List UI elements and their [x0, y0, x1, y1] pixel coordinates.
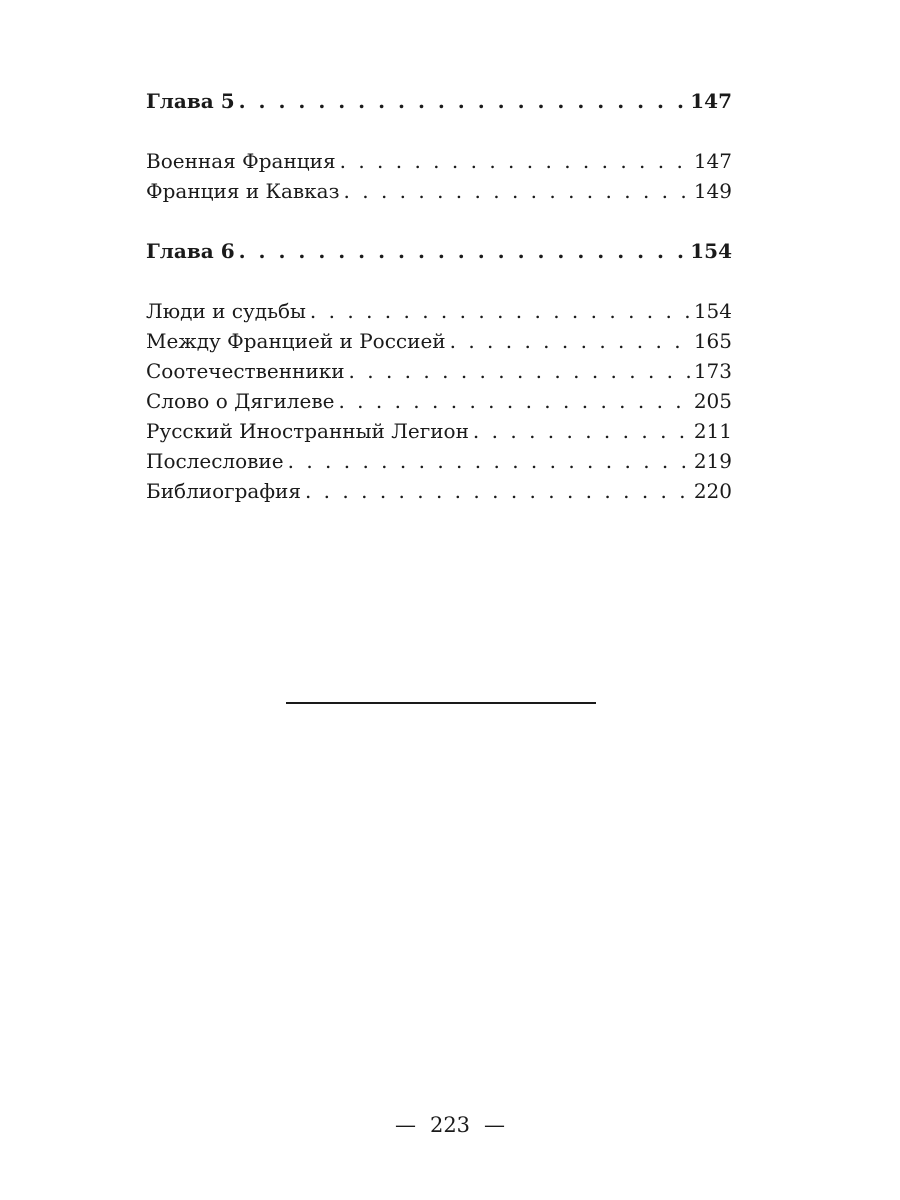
toc-entry-title: Франция и Кавказ [146, 179, 340, 203]
toc-entry [146, 476, 732, 506]
toc-leader-dots [239, 236, 687, 266]
toc-entry-title: Послесловие [146, 449, 284, 473]
page-footer [0, 1110, 900, 1140]
toc-entry-title: Люди и судьбы [146, 299, 306, 323]
footer-dash-right: — [484, 1113, 506, 1137]
toc-entry [146, 356, 732, 386]
toc-entry-page: 220 [693, 479, 732, 503]
toc-leader-dots [310, 296, 690, 326]
horizontal-divider [286, 702, 596, 704]
toc-entry-title: Библиография [146, 479, 301, 503]
toc-entry [146, 446, 732, 476]
toc-entry-page: 211 [693, 419, 732, 443]
toc-entry-page: 173 [693, 359, 732, 383]
toc-leader-dots [305, 476, 690, 506]
toc-chapter-title: Глава 6 [146, 239, 235, 263]
toc-leader-dots [338, 386, 689, 416]
toc-leader-dots [473, 416, 690, 446]
toc-spacer [146, 116, 732, 146]
toc-entry-page: 149 [693, 179, 732, 203]
toc-entry-page: 147 [693, 149, 732, 173]
toc-entry-title: Соотечественники [146, 359, 345, 383]
table-of-contents [146, 86, 732, 506]
page-number: 223 [429, 1113, 471, 1137]
toc-entry-page: 154 [693, 299, 732, 323]
toc-entry [146, 416, 732, 446]
toc-chapter-6 [146, 236, 732, 266]
toc-leader-dots [288, 446, 690, 476]
toc-entry-title: Слово о Дягилеве [146, 389, 335, 413]
footer-dash-left: — [394, 1113, 416, 1137]
toc-leader-dots [340, 146, 690, 176]
toc-entry [146, 296, 732, 326]
toc-chapter-title: Глава 5 [146, 89, 235, 113]
toc-leader-dots [450, 326, 690, 356]
toc-entry [146, 386, 732, 416]
toc-entry [146, 326, 732, 356]
toc-entry-title: Между Францией и Россией [146, 329, 446, 353]
toc-entry-page: 165 [693, 329, 732, 353]
toc-leader-dots [239, 86, 687, 116]
toc-entry-title: Русский Иностранный Легион [146, 419, 469, 443]
toc-entry-title: Военная Франция [146, 149, 336, 173]
toc-spacer [146, 206, 732, 236]
toc-spacer [146, 266, 732, 296]
toc-entry [146, 146, 732, 176]
toc-leader-dots [349, 356, 690, 386]
toc-chapter-5 [146, 86, 732, 116]
toc-leader-dots [344, 176, 690, 206]
toc-chapter-page: 147 [690, 89, 732, 113]
toc-chapter-page: 154 [690, 239, 732, 263]
toc-entry-page: 205 [693, 389, 732, 413]
toc-entry-page: 219 [693, 449, 732, 473]
toc-entry [146, 176, 732, 206]
